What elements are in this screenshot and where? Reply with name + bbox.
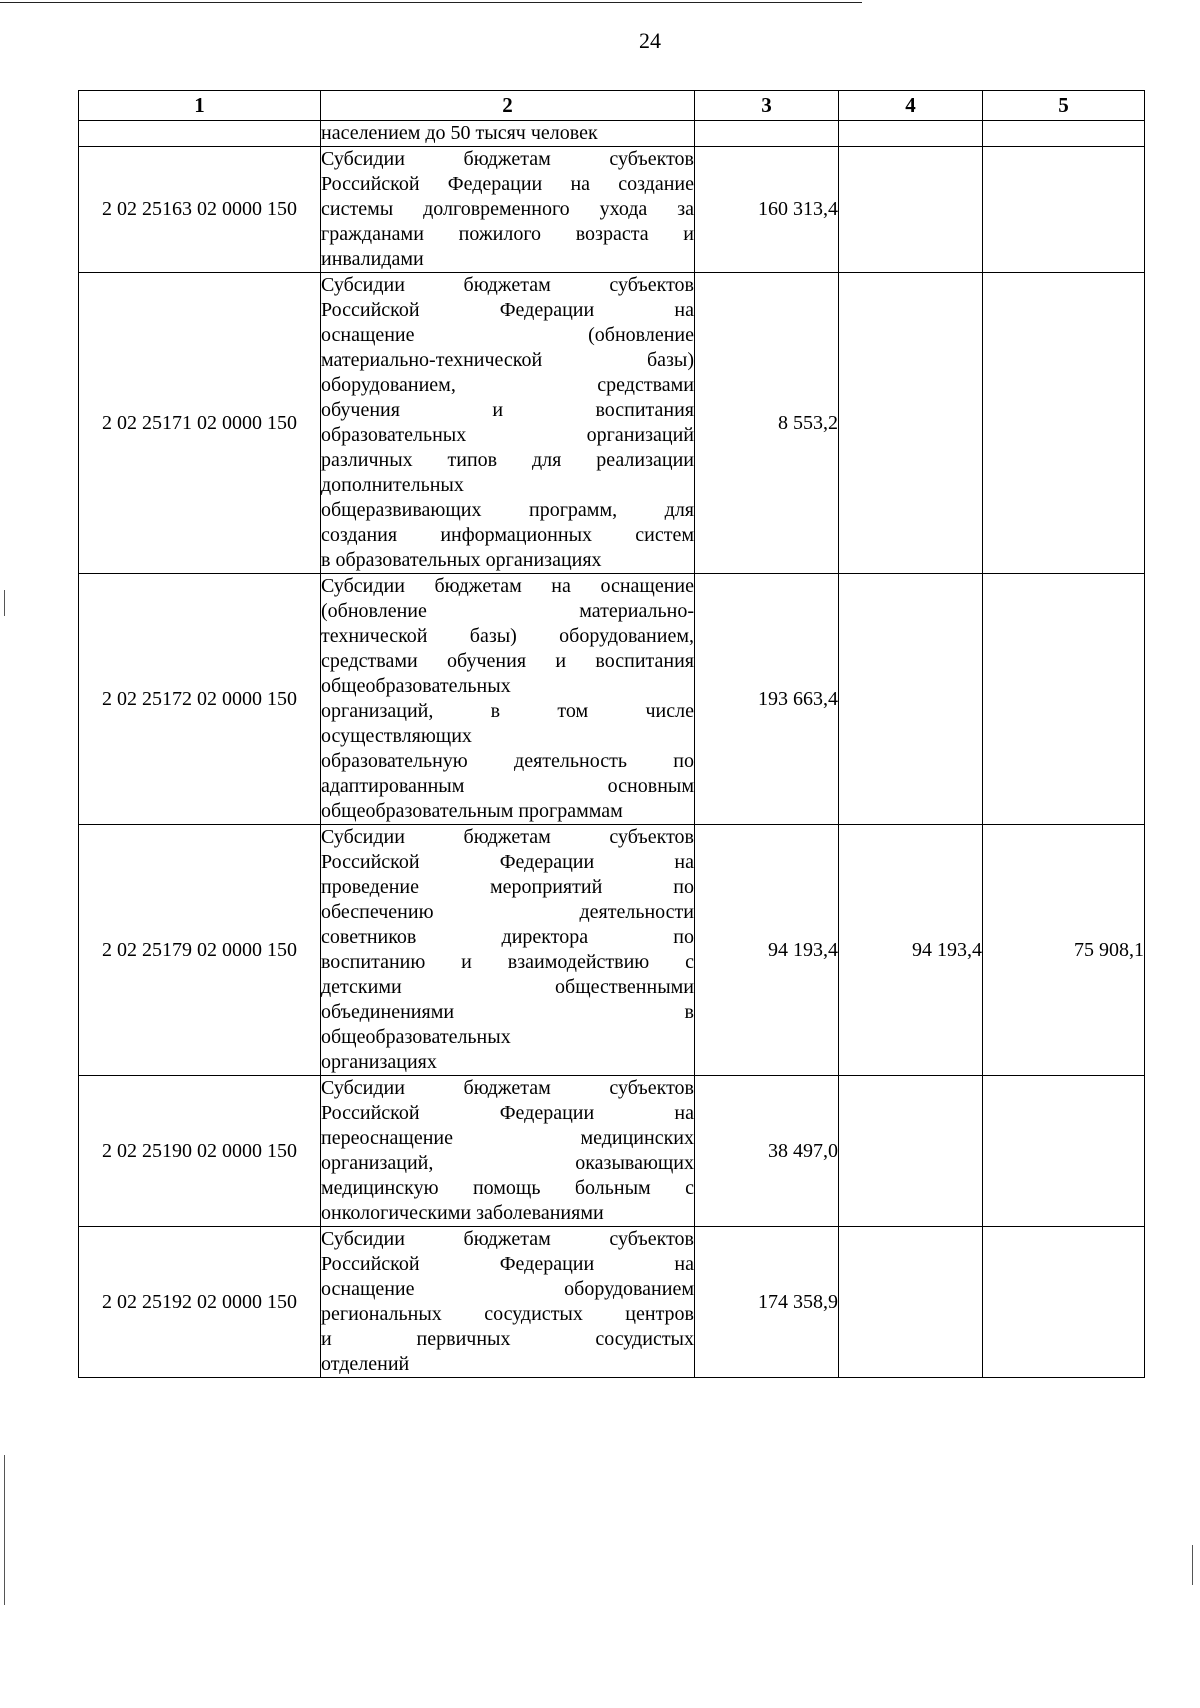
code-cell: 2 02 25171 02 0000 150 bbox=[79, 273, 321, 574]
description-line: Субсидии бюджетам субъектов bbox=[321, 274, 694, 296]
description-cell bbox=[321, 825, 695, 1076]
description-line: технической базы) оборудованием, bbox=[321, 625, 694, 647]
description-line: общеразвивающих программ, для bbox=[321, 499, 694, 521]
description-line: советников директора по bbox=[321, 926, 694, 948]
description-line: Субсидии бюджетам субъектов bbox=[321, 1228, 694, 1250]
description-line: отделений bbox=[321, 1353, 410, 1375]
description-line: и первичных сосудистых bbox=[321, 1328, 694, 1350]
description-line: Российской Федерации на bbox=[321, 299, 694, 321]
amount-cell: 94 193,4 bbox=[695, 825, 839, 1076]
description-line: Субсидии бюджетам субъектов bbox=[321, 826, 694, 848]
description-line: Российской Федерации на создание bbox=[321, 173, 694, 195]
amount-cell bbox=[695, 121, 839, 147]
description-line: оборудованием, средствами bbox=[321, 374, 694, 396]
description-line: образовательных организаций bbox=[321, 424, 694, 446]
table-row bbox=[79, 147, 1145, 273]
description-line: в образовательных организациях bbox=[321, 549, 602, 571]
code-cell bbox=[79, 121, 321, 147]
header-row bbox=[79, 91, 1145, 121]
amount-cell bbox=[983, 1076, 1145, 1227]
description-line: онкологическими заболеваниями bbox=[321, 1202, 604, 1224]
description-line: организациях bbox=[321, 1051, 437, 1073]
description-line: Российской Федерации на bbox=[321, 1102, 694, 1124]
scan-top-rule bbox=[0, 2, 862, 3]
amount-cell bbox=[983, 1227, 1145, 1378]
description-line: Субсидии бюджетам субъектов bbox=[321, 1077, 694, 1099]
amount-cell bbox=[839, 147, 983, 273]
description-cell bbox=[321, 121, 695, 147]
description-line: средствами обучения и воспитания bbox=[321, 650, 694, 672]
column-header: 2 bbox=[321, 91, 695, 121]
description-line: инвалидами bbox=[321, 248, 424, 270]
code-cell: 2 02 25190 02 0000 150 bbox=[79, 1076, 321, 1227]
description-line: гражданами пожилого возраста и bbox=[321, 223, 694, 245]
description-line: Российской Федерации на bbox=[321, 1253, 694, 1275]
amount-cell bbox=[983, 147, 1145, 273]
code-cell: 2 02 25172 02 0000 150 bbox=[79, 574, 321, 825]
description-line: дополнительных bbox=[321, 474, 464, 496]
amount-cell bbox=[839, 574, 983, 825]
description-line: переоснащение медицинских bbox=[321, 1127, 694, 1149]
table-row bbox=[79, 574, 1145, 825]
description-line: системы долговременного ухода за bbox=[321, 198, 694, 220]
column-header: 3 bbox=[695, 91, 839, 121]
description-line: оснащение (обновление bbox=[321, 324, 694, 346]
amount-cell: 75 908,1 bbox=[983, 825, 1145, 1076]
description-line: детскими общественными bbox=[321, 976, 694, 998]
description-cell bbox=[321, 1076, 695, 1227]
amount-cell: 94 193,4 bbox=[839, 825, 983, 1076]
scan-edge-mark bbox=[1192, 1545, 1193, 1585]
scan-edge-mark bbox=[4, 590, 5, 616]
description-line: различных типов для реализации bbox=[321, 449, 694, 471]
amount-cell: 160 313,4 bbox=[695, 147, 839, 273]
description-line: объединениями в bbox=[321, 1001, 694, 1023]
description-line: осуществляющих bbox=[321, 725, 472, 747]
description-line: Субсидии бюджетам на оснащение bbox=[321, 575, 694, 597]
amount-cell: 193 663,4 bbox=[695, 574, 839, 825]
description-line: общеобразовательным программам bbox=[321, 800, 623, 822]
description-line: общеобразовательных bbox=[321, 1026, 511, 1048]
description-line: адаптированным основным bbox=[321, 775, 694, 797]
description-line: проведение мероприятий по bbox=[321, 876, 694, 898]
amount-cell bbox=[983, 273, 1145, 574]
description-line: медицинскую помощь больным с bbox=[321, 1177, 694, 1199]
description-line: организаций, в том числе bbox=[321, 700, 694, 722]
description-line: создания информационных систем bbox=[321, 524, 694, 546]
table-row bbox=[79, 1076, 1145, 1227]
description-cell bbox=[321, 574, 695, 825]
scan-edge-mark bbox=[4, 1455, 5, 1605]
code-cell: 2 02 25179 02 0000 150 bbox=[79, 825, 321, 1076]
description-line: Субсидии бюджетам субъектов bbox=[321, 148, 694, 170]
description-cell bbox=[321, 1227, 695, 1378]
page-number: 24 bbox=[639, 28, 661, 53]
amount-cell bbox=[839, 273, 983, 574]
amount-cell bbox=[983, 574, 1145, 825]
column-header: 4 bbox=[839, 91, 983, 121]
amount-cell: 38 497,0 bbox=[695, 1076, 839, 1227]
description-line: общеобразовательных bbox=[321, 675, 511, 697]
amount-cell bbox=[983, 121, 1145, 147]
table-row bbox=[79, 1227, 1145, 1378]
amount-cell: 8 553,2 bbox=[695, 273, 839, 574]
description-line: оснащение оборудованием bbox=[321, 1278, 694, 1300]
column-header: 1 bbox=[79, 91, 321, 121]
description-cell bbox=[321, 147, 695, 273]
description-line: региональных сосудистых центров bbox=[321, 1303, 694, 1325]
code-cell: 2 02 25163 02 0000 150 bbox=[79, 147, 321, 273]
amount-cell bbox=[839, 1227, 983, 1378]
description-line: организаций, оказывающих bbox=[321, 1152, 694, 1174]
budget-table bbox=[78, 90, 1145, 1378]
description-line: материально-технической базы) bbox=[321, 349, 694, 371]
amount-cell: 174 358,9 bbox=[695, 1227, 839, 1378]
table-row bbox=[79, 273, 1145, 574]
amount-cell bbox=[839, 1076, 983, 1227]
description-line: образовательную деятельность по bbox=[321, 750, 694, 772]
column-header: 5 bbox=[983, 91, 1145, 121]
amount-cell bbox=[839, 121, 983, 147]
description-line: населением до 50 тысяч человек bbox=[321, 122, 598, 144]
description-cell bbox=[321, 273, 695, 574]
description-line: обучения и воспитания bbox=[321, 399, 694, 421]
description-line: (обновление материально- bbox=[321, 600, 694, 622]
description-line: воспитанию и взаимодействию с bbox=[321, 951, 694, 973]
description-line: обеспечению деятельности bbox=[321, 901, 694, 923]
table-row bbox=[79, 825, 1145, 1076]
description-line: Российской Федерации на bbox=[321, 851, 694, 873]
continuation-row bbox=[79, 121, 1145, 147]
code-cell: 2 02 25192 02 0000 150 bbox=[79, 1227, 321, 1378]
